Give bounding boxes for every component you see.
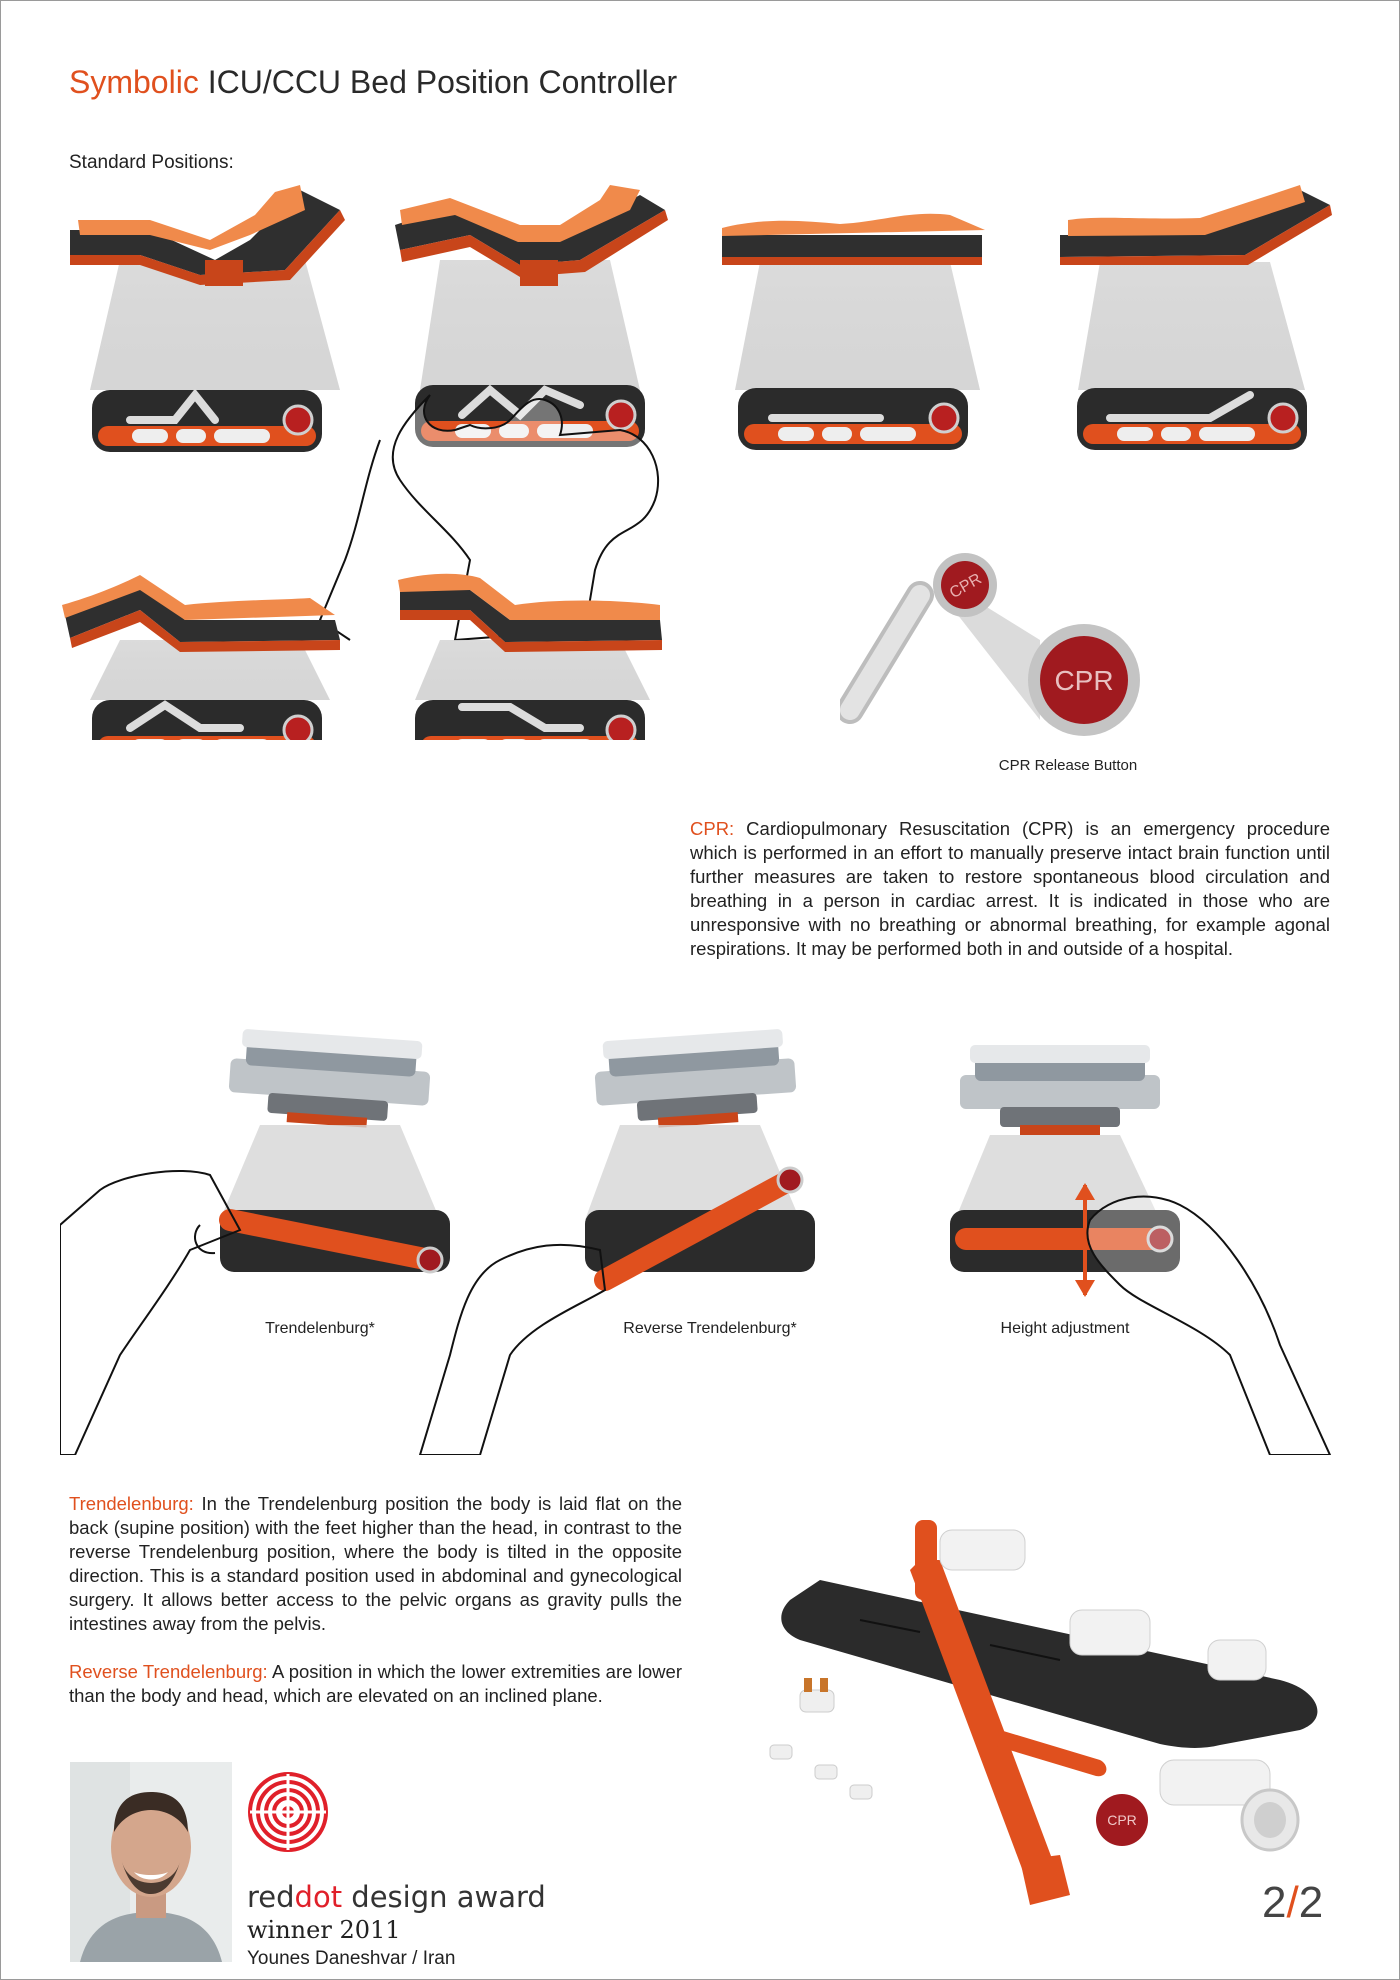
trendelenburg-paragraph xyxy=(69,1492,682,1636)
trendelenburg-text: In the Trendelenburg position the body is laid flat on the back (supine position) with the feet higher than the head, in contrast to the reverse Trendelenburg position, where the body is tilted in the opposite direction. This is a standard position used in abdominal and gynecological surgery. It allows better access to the pelvic organs as gravity pulls the intestines away from the pelvis. xyxy=(69,1493,682,1634)
caption-height-adjustment: Height adjustment xyxy=(1000,1320,1130,1337)
cpr-text: Cardiopulmonary Resuscitation (CPR) is an emergency procedure which is performed in an effort to manually preserve intact brain function until further measures are taken to restore spontaneous blood circulation and breathing in a person in cardiac arrest. It is indicated in those who are unresponsive with no breathing or abnormal breathing, for example agonal respirations. It may be performed both in and outside of a hospital. xyxy=(690,818,1330,959)
award-winner: winner 2011 xyxy=(247,1916,401,1944)
caption-reverse-trendelenburg: Reverse Trendelenburg* xyxy=(623,1320,797,1337)
page-separator: / xyxy=(1286,1878,1299,1927)
page-number xyxy=(1262,1878,1323,1928)
award-brand-design: design award xyxy=(342,1880,546,1914)
height-adjustment-illustration xyxy=(950,1045,1330,1455)
reverse-trendelenburg-keyword: Reverse Trendelenburg: xyxy=(69,1661,268,1682)
cpr-large-label: CPR xyxy=(1054,665,1114,696)
reverse-trendelenburg-paragraph xyxy=(69,1660,682,1708)
title-accent: Symbolic xyxy=(69,64,199,100)
cpr-keyword: CPR: xyxy=(690,818,735,839)
bed-position-1 xyxy=(70,185,345,452)
page-title xyxy=(69,64,677,101)
trendelenburg-paragraphs xyxy=(69,1492,682,1732)
tilt-height-illustrations xyxy=(60,1025,1350,1455)
standard-positions-heading: Standard Positions: xyxy=(69,152,234,173)
award-brand-dot: dot xyxy=(294,1880,343,1914)
bed-position-2 xyxy=(320,185,668,640)
designer-name: Younes Daneshvar / Iran xyxy=(247,1948,456,1969)
cpr-release-button-illustration xyxy=(840,545,1160,745)
bed-position-3 xyxy=(722,214,985,450)
trendelenburg-illustration xyxy=(60,1028,450,1455)
reverse-trendelenburg-text: A position in which the lower extremities are lower than the body and head, which are elevated on an inclined plane. xyxy=(69,1661,682,1706)
bed-position-4 xyxy=(1060,185,1332,450)
caption-trendelenburg: Trendelenburg* xyxy=(265,1320,375,1337)
cpr-small-label: CPR xyxy=(946,570,985,603)
standard-positions-illustrations xyxy=(0,180,1400,740)
title-rest: ICU/CCU Bed Position Controller xyxy=(207,64,678,100)
award-brand-red: red xyxy=(247,1880,295,1914)
exploded-parts-illustration xyxy=(760,1520,1340,1920)
award-brand xyxy=(247,1880,546,1914)
reverse-trendelenburg-illustration xyxy=(420,1028,815,1455)
cpr-release-caption: CPR Release Button xyxy=(998,757,1138,774)
designer-portrait xyxy=(70,1762,232,1962)
red-dot-logo xyxy=(246,1770,330,1854)
trendelenburg-keyword: Trendelenburg: xyxy=(69,1493,194,1514)
award-block xyxy=(247,1880,546,1970)
parts-cpr-label: CPR xyxy=(1107,1812,1137,1828)
page-total: 2 xyxy=(1298,1878,1324,1927)
cpr-paragraph xyxy=(690,817,1330,961)
page-current: 2 xyxy=(1262,1878,1287,1927)
bed-position-5 xyxy=(62,575,340,740)
